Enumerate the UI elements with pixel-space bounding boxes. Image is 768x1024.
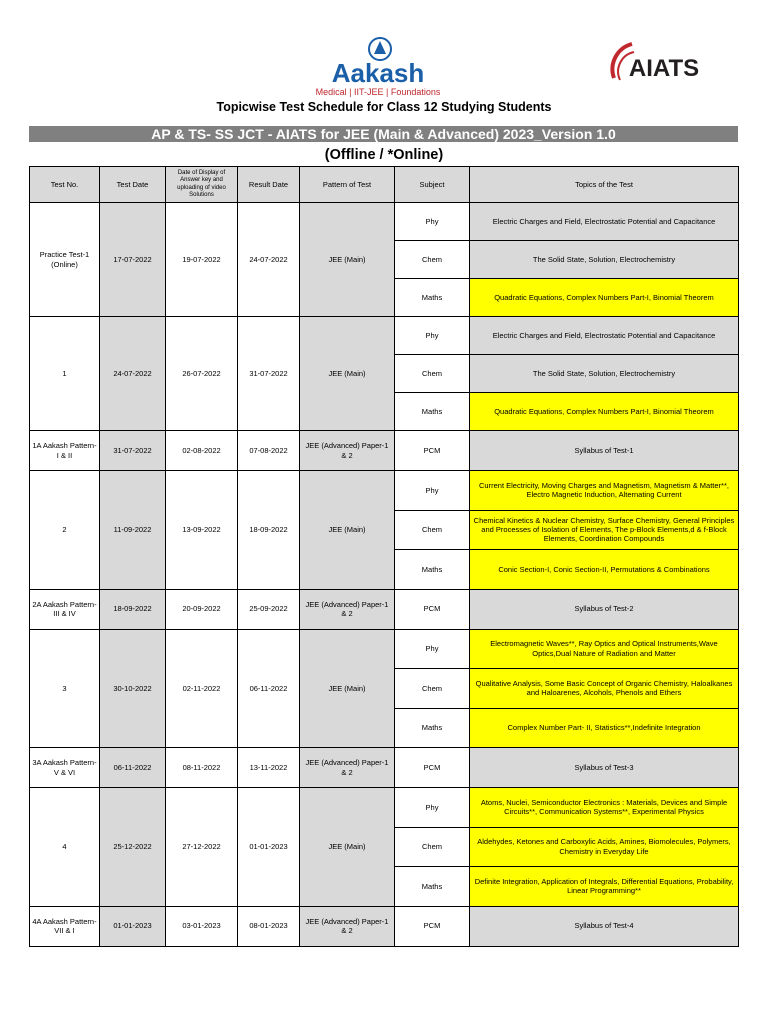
table-row	[30, 788, 739, 828]
topic-cell: The Solid State, Solution, Electrochemistry	[470, 241, 739, 279]
pattern-cell: JEE (Main)	[300, 317, 395, 431]
table-row	[30, 629, 739, 669]
result-date-cell: 06-11-2022	[238, 629, 300, 748]
topic-cell: Current Electricity, Moving Charges and Magnetism, Magnetism & Matter**, Electro Magnetic Induction, Alternating Current	[470, 471, 739, 511]
test-date-cell: 11-09-2022	[100, 471, 166, 590]
test-no-cell: 4	[30, 788, 100, 907]
test-no-cell: 1A Aakash Pattern- I & II	[30, 431, 100, 471]
table-row	[30, 317, 739, 355]
result-date-cell: 01-01-2023	[238, 788, 300, 907]
display-date-cell: 08-11-2022	[166, 748, 238, 788]
topic-cell: Aldehydes, Ketones and Carboxylic Acids, Amines, Biomolecules, Polymers, Chemistry in Everyday Life	[470, 827, 739, 867]
topic-cell: Conic Section-I, Conic Section-II, Permutations & Combinations	[470, 550, 739, 590]
test-no-cell: 4A Aakash Pattern- VII & I	[30, 906, 100, 946]
display-date-cell: 26-07-2022	[166, 317, 238, 431]
aiats-logo-text: AIATS	[628, 55, 700, 82]
test-date-cell: 18-09-2022	[100, 589, 166, 629]
pattern-cell: JEE (Main)	[300, 471, 395, 590]
table-header-row	[30, 167, 739, 203]
display-date-cell: 19-07-2022	[166, 203, 238, 317]
header-subject: Subject	[395, 167, 470, 203]
table-row	[30, 589, 739, 629]
test-no-cell: 3A Aakash Pattern- V & VI	[30, 748, 100, 788]
table-row	[30, 471, 739, 511]
topic-cell: Quadratic Equations, Complex Numbers Part-I, Binomial Theorem	[470, 393, 739, 431]
header-test-date: Test Date	[100, 167, 166, 203]
display-date-cell: 13-09-2022	[166, 471, 238, 590]
document-subtitle: Topicwise Test Schedule for Class 12 Studying Students	[216, 100, 552, 114]
subject-cell: Maths	[395, 279, 470, 317]
topic-cell: Definite Integration, Application of Integrals, Differential Equations, Probability, Linear Programming**	[470, 867, 739, 907]
subject-cell: Chem	[395, 241, 470, 279]
topic-cell: Electric Charges and Field, Electrostatic Potential and Capacitance	[470, 317, 739, 355]
display-date-cell: 20-09-2022	[166, 589, 238, 629]
subject-cell: Phy	[395, 788, 470, 828]
test-no-cell: 2A Aakash Pattern- III & IV	[30, 589, 100, 629]
result-date-cell: 08-01-2023	[238, 906, 300, 946]
aakash-logo-tagline: Medical | IIT-JEE | Foundations	[315, 87, 441, 97]
topic-cell: Atoms, Nuclei, Semiconductor Electronics : Materials, Devices and Simple Circuits**, Communication Systems**, Experimental Physics	[470, 788, 739, 828]
header-display-date: Date of Display of Answer key and uploading of video Solutions	[166, 167, 238, 203]
test-date-cell: 24-07-2022	[100, 317, 166, 431]
pattern-cell: JEE (Main)	[300, 203, 395, 317]
subject-cell: Maths	[395, 393, 470, 431]
result-date-cell: 18-09-2022	[238, 471, 300, 590]
result-date-cell: 25-09-2022	[238, 589, 300, 629]
subject-cell: Phy	[395, 317, 470, 355]
subject-cell: Maths	[395, 867, 470, 907]
subject-cell: PCM	[395, 748, 470, 788]
table-row	[30, 431, 739, 471]
aakash-logo	[298, 36, 458, 100]
topic-cell: Complex Number Part- II, Statistics**,Indefinite Integration	[470, 708, 739, 748]
test-date-cell: 06-11-2022	[100, 748, 166, 788]
topic-cell: Qualitative Analysis, Some Basic Concept of Organic Chemistry, Haloalkanes and Haloarenes, Alcohols, Phenols and Ethers	[470, 669, 739, 709]
pattern-cell: JEE (Advanced) Paper-1 & 2	[300, 431, 395, 471]
subject-cell: Maths	[395, 708, 470, 748]
header-result-date: Result Date	[238, 167, 300, 203]
aakash-logo-text: Aakash	[331, 58, 425, 88]
topic-cell: Syllabus of Test-2	[470, 589, 739, 629]
display-date-cell: 02-08-2022	[166, 431, 238, 471]
topic-cell: Syllabus of Test-3	[470, 748, 739, 788]
header-pattern: Pattern of Test	[300, 167, 395, 203]
schedule-body	[30, 203, 739, 947]
pattern-cell: JEE (Advanced) Paper-1 & 2	[300, 748, 395, 788]
table-row	[30, 203, 739, 241]
result-date-cell: 24-07-2022	[238, 203, 300, 317]
test-date-cell: 30-10-2022	[100, 629, 166, 748]
topic-cell: Syllabus of Test-4	[470, 906, 739, 946]
result-date-cell: 07-08-2022	[238, 431, 300, 471]
display-date-cell: 02-11-2022	[166, 629, 238, 748]
mode-subbanner: (Offline / *Online)	[324, 147, 444, 163]
pattern-cell: JEE (Advanced) Paper-1 & 2	[300, 906, 395, 946]
display-date-cell: 27-12-2022	[166, 788, 238, 907]
display-date-cell: 03-01-2023	[166, 906, 238, 946]
subject-cell: Chem	[395, 827, 470, 867]
test-no-cell: 3	[30, 629, 100, 748]
test-date-cell: 25-12-2022	[100, 788, 166, 907]
table-row	[30, 748, 739, 788]
aiats-logo	[602, 38, 718, 100]
topic-cell: Electromagnetic Waves**, Ray Optics and Optical Instruments,Wave Optics,Dual Nature of Radiation and Matter	[470, 629, 739, 669]
topic-cell: Electric Charges and Field, Electrostatic Potential and Capacitance	[470, 203, 739, 241]
table-row	[30, 906, 739, 946]
subject-cell: Phy	[395, 471, 470, 511]
test-no-cell: 1	[30, 317, 100, 431]
pattern-cell: JEE (Advanced) Paper-1 & 2	[300, 589, 395, 629]
topic-cell: Chemical Kinetics & Nuclear Chemistry, Surface Chemistry, General Principles and Processes of Isolation of Elements, The p-Block Elements,d & f-Block Elements, Coordination Compounds	[470, 510, 739, 550]
subject-cell: PCM	[395, 589, 470, 629]
subject-cell: PCM	[395, 431, 470, 471]
topic-cell: The Solid State, Solution, Electrochemistry	[470, 355, 739, 393]
test-date-cell: 31-07-2022	[100, 431, 166, 471]
schedule-table	[29, 166, 739, 947]
result-date-cell: 31-07-2022	[238, 317, 300, 431]
schedule-banner: AP & TS- SS JCT - AIATS for JEE (Main & Advanced) 2023_Version 1.0	[29, 126, 738, 142]
test-date-cell: 17-07-2022	[100, 203, 166, 317]
pattern-cell: JEE (Main)	[300, 788, 395, 907]
test-no-cell: 2	[30, 471, 100, 590]
topic-cell: Quadratic Equations, Complex Numbers Part-I, Binomial Theorem	[470, 279, 739, 317]
topic-cell: Syllabus of Test-1	[470, 431, 739, 471]
subject-cell: Chem	[395, 355, 470, 393]
test-no-cell: Practice Test-1 (Online)	[30, 203, 100, 317]
subject-cell: PCM	[395, 906, 470, 946]
header-topics: Topics of the Test	[470, 167, 739, 203]
header-test-no: Test No.	[30, 167, 100, 203]
test-date-cell: 01-01-2023	[100, 906, 166, 946]
subject-cell: Chem	[395, 510, 470, 550]
subject-cell: Phy	[395, 203, 470, 241]
subject-cell: Chem	[395, 669, 470, 709]
result-date-cell: 13-11-2022	[238, 748, 300, 788]
pattern-cell: JEE (Main)	[300, 629, 395, 748]
subject-cell: Phy	[395, 629, 470, 669]
subject-cell: Maths	[395, 550, 470, 590]
